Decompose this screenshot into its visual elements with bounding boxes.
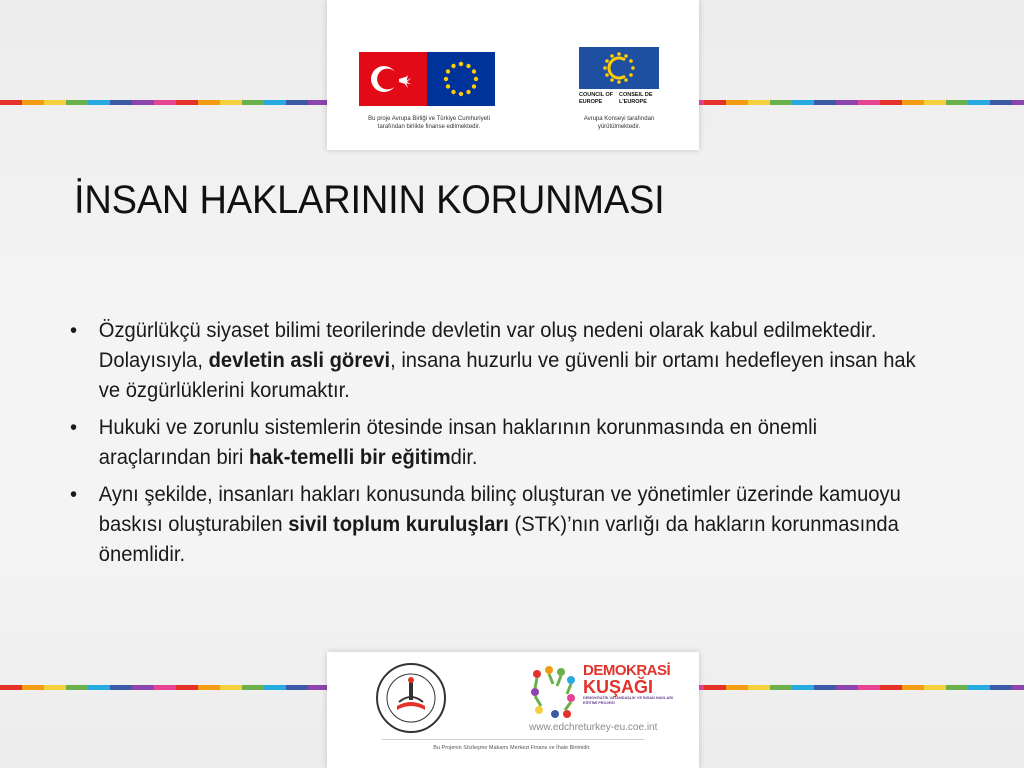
- footer-divider: [382, 739, 644, 740]
- coe-caption-line: yürütülmektedir.: [597, 124, 641, 130]
- bullet-dot-icon: •: [70, 319, 78, 342]
- eu-funding-caption: [349, 115, 509, 131]
- eu-caption-line: tarafından birlikte finanse edilmektedir.: [377, 124, 481, 130]
- coe-caption: [559, 115, 679, 131]
- bullet-dot-icon: •: [70, 483, 78, 506]
- bullet-text: Özgürlükçü siyaset bilimi teorilerinde devletin var oluş nedeni olarak kabul edilmektedir. Dolayısıyla,: [98, 319, 877, 372]
- eu-turkey-flags: [359, 52, 496, 106]
- project-url: www.edchreturkey-eu.coe.int: [529, 722, 658, 733]
- bullet-text: (STK)’nın varlığı da hakların korunmasında önemlidir.: [98, 513, 899, 566]
- bullet-text: dir.: [450, 446, 478, 469]
- eu-caption-line: Bu proje Avrupa Birliği ve Türkiye Cumhuriyeti: [368, 116, 490, 122]
- header-logo-panel: [327, 0, 699, 150]
- bullet-item: [70, 413, 934, 473]
- bullet-text: , insana huzurlu ve güvenli bir ortamı hedefleyen insan hak ve özgürlüklerini korumaktır.: [98, 349, 916, 402]
- bullet-text: Hukuki ve zorunlu sistemlerin ötesinde insan haklarının korunmasında en önemli araçlarından biri: [98, 416, 818, 469]
- footer-logo-panel: [327, 652, 699, 768]
- coe-name-en: COUNCIL OF EUROPE: [579, 92, 614, 105]
- bullet-text: Aynı şekilde, insanları hakları konusunda bilinç oluşturan ve yönetimler üzerinde kamuoyu baskısı oluşturabilen: [98, 483, 901, 536]
- bullet-item: [70, 480, 934, 570]
- eu-flag-icon: [427, 52, 495, 106]
- dk-title-line1: DEMOKRASİ: [583, 662, 671, 679]
- demokrasi-kusagi-figures-icon: [527, 664, 579, 724]
- dk-title-line2: KUŞAĞI: [583, 677, 654, 697]
- bullet-list: [70, 316, 934, 577]
- bullet-item: [70, 316, 934, 406]
- bullet-bold-text: devletin asli görevi: [208, 349, 391, 372]
- demokrasi-kusagi-wordmark: [583, 662, 679, 706]
- council-of-europe-logo: [579, 47, 659, 111]
- bullet-dot-icon: •: [70, 416, 78, 439]
- turkey-flag-icon: [359, 52, 427, 106]
- slide-title: İNSAN HAKLARININ KORUNMASI: [74, 178, 665, 222]
- bullet-bold-text: sivil toplum kuruluşları: [288, 513, 509, 536]
- coe-names: [579, 92, 659, 105]
- coe-name-fr: CONSEIL DE L'EUROPE: [619, 92, 653, 105]
- bullet-bold-text: hak-temelli bir eğitim: [248, 446, 451, 469]
- meb-seal-logo-icon: [375, 662, 447, 734]
- dk-subtitle: DEMOKRATİK VATANDAŞLIK VE İNSAN HAKLARI EĞİTİMİ PROJESİ: [583, 696, 673, 705]
- council-of-europe-flag-icon: [579, 47, 659, 89]
- contracting-authority-caption: Bu Projenin Sözleşme Makamı Merkezi Finans ve İhale Birimidir.: [433, 745, 591, 751]
- coe-caption-line: Avrupa Konseyi tarafından: [583, 116, 655, 122]
